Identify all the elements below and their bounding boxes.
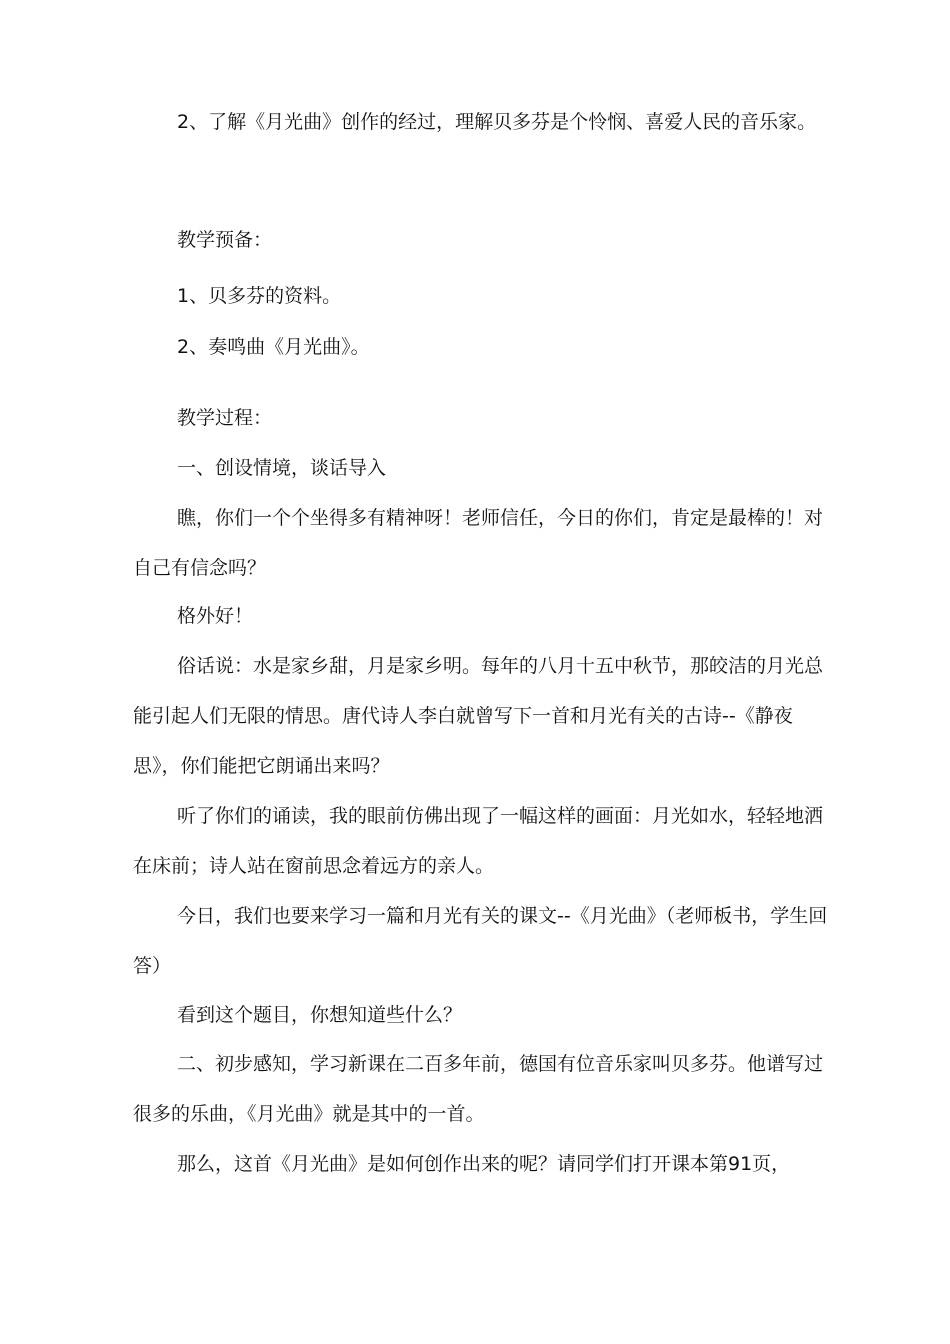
paragraph-open-textbook: 那么，这首《月光曲》是如何创作出来的呢？请同学们打开课本第91页， [177, 1153, 791, 1175]
list-item-beethoven-materials: 1、贝多芬的资料。 [177, 285, 342, 307]
list-item-moonlight-sonata: 2、奏鸣曲《月光曲》。 [177, 336, 370, 358]
heading-teaching-process: 教学过程： [177, 407, 273, 429]
paragraph-question: 看到这个题目，你想知道些什么？ [177, 1004, 463, 1026]
paragraph-praise: 格外好！ [177, 605, 254, 627]
heading-teaching-preparation: 教学预备： [177, 229, 273, 251]
section-heading-intro: 一、创设情境，谈话导入 [177, 457, 387, 479]
paragraph-new-lesson: 二、初步感知，学习新课在二百多年前，德国有位音乐家叫贝多芬。他谱写过很多的乐曲，《月光曲》就是其中的一首。 [133, 1053, 824, 1125]
paragraph-greeting: 瞧，你们一个个坐得多有精神呀！老师信任，今日的你们，肯定是最棒的！对自己有信念吗？ [133, 507, 824, 579]
paragraph-lesson-topic: 今日，我们也要来学习一篇和月光有关的课文--《月光曲》（老师板书，学生回答） [133, 905, 828, 977]
paragraph-mid-autumn: 俗话说：水是家乡甜，月是家乡明。每年的八月十五中秋节，那皎洁的月光总能引起人们无限的情思。唐代诗人李白就曾写下一首和月光有关的古诗--《静夜思》，你们能把它朗诵出来吗？ [133, 655, 824, 777]
paragraph-objective-2: 2、了解《月光曲》创作的经过，理解贝多芬是个怜悯、喜爱人民的音乐家。 [177, 111, 817, 133]
paragraph-imagery: 听了你们的诵读，我的眼前仿佛出现了一幅这样的画面：月光如水，轻轻地洒在床前；诗人站在窗前思念着远方的亲人。 [133, 805, 824, 877]
